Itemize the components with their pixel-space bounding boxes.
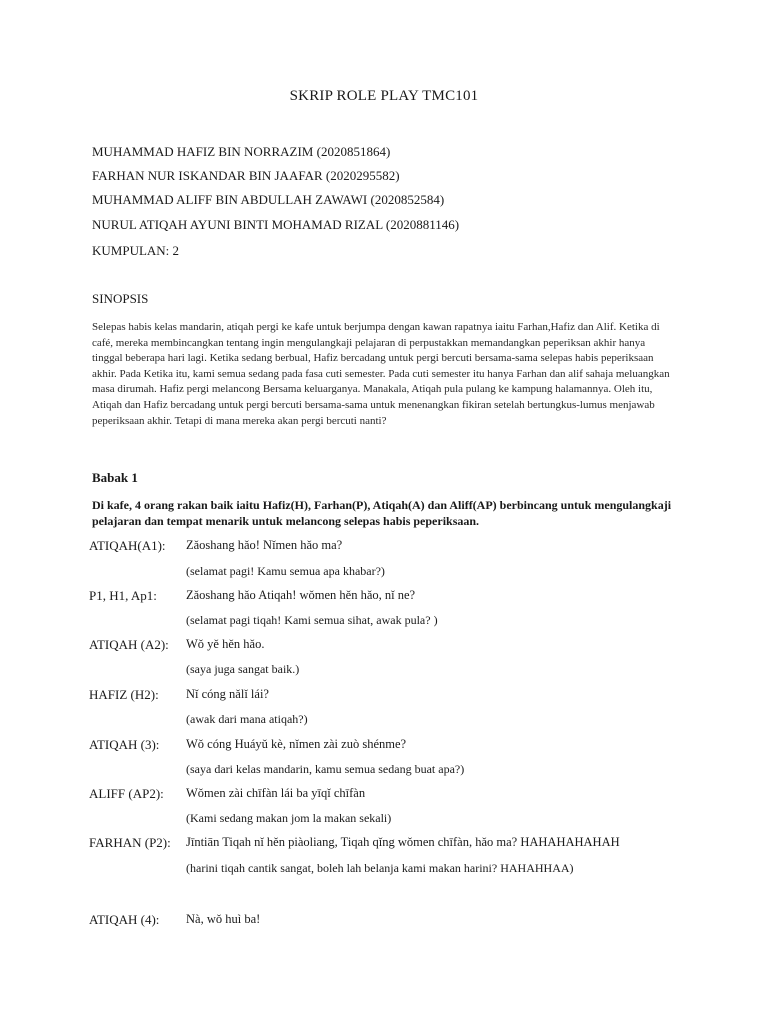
dialogue-speaker: ALIFF (AP2): bbox=[89, 786, 164, 801]
dialogue-line: Nǐ cóng nǎlǐ lái? bbox=[186, 687, 269, 701]
dialogue-translation: (selamat pagi tiqah! Kami semua sihat, awak pula? ) bbox=[186, 613, 438, 627]
dialogue-translation: (selamat pagi! Kamu semua apa khabar?) bbox=[186, 564, 385, 578]
scene-description: Di kafe, 4 orang rakan baik iaitu Hafiz(H), Farhan(P), Atiqah(A) dan Aliff(AP) berbincang untuk mengulangkaji pelajaran dan tempat menarik untuk melancong selepas habis peperiksaan. bbox=[92, 498, 672, 528]
dialogue-translation: (saya dari kelas mandarin, kamu semua sedang buat apa?) bbox=[186, 762, 465, 776]
dialogue-speaker: FARHAN (P2): bbox=[89, 835, 171, 850]
member-2: FARHAN NUR ISKANDAR BIN JAAFAR (2020295582) bbox=[92, 168, 400, 183]
synopsis-text: Selepas habis kelas mandarin, atiqah pergi ke kafe untuk berjumpa dengan kawan rapatnya iaitu Farhan,Hafiz dan Alif. Ketika di café, mereka membincangkan tentang ingin mengulangkaji pelajaran di perpustakkan memandangkan peperiksan akhir hanya tinggal beberapa hari lagi. Ketika sedang berbual, Hafiz bercadang untuk pergi bercuti bersama-sama selepas habis peperiksaan akhir. Pada Ketika itu, kami semua sedang pada fasa cuti semester. Pada cuti semester itu hanya Farhan dan alif sahaja meluangkan masa dirumah. Hafiz pergi melancong Bersama keluarganya. Manakala, Atiqah pula pulang ke kampung halamannya. Oleh itu, Atiqah dan Hafiz bercadang untuk pergi bercuti bersama-sama untuk menenangkan fikiran setelah bertungkus-lumus menjawab peperiksaan akhir. Tetapi di mana mereka akan pergi bercuti nanti? bbox=[92, 321, 670, 427]
member-3: MUHAMMAD ALIFF BIN ABDULLAH ZAWAWI (2020852584) bbox=[92, 192, 445, 207]
dialogue-translation: (harini tiqah cantik sangat, boleh lah belanja kami makan harini? HAHAHHAA) bbox=[186, 861, 574, 875]
dialogue-translation: (awak dari mana atiqah?) bbox=[186, 712, 308, 726]
dialogue-speaker: ATIQAH (3): bbox=[89, 737, 160, 752]
dialogue-speaker: ATIQAH(A1): bbox=[89, 538, 166, 553]
dialogue-line: Nà, wǒ huì ba! bbox=[186, 912, 261, 926]
dialogue-line: Wǒ cóng Huáyǔ kè, nǐmen zài zuò shénme? bbox=[186, 737, 407, 751]
synopsis-heading: SINOPSIS bbox=[92, 291, 149, 306]
document-title: SKRIP ROLE PLAY TMC101 bbox=[289, 88, 479, 104]
dialogue-line: Wǒmen zài chīfàn lái ba yīqǐ chīfàn bbox=[186, 786, 366, 800]
member-4: NURUL ATIQAH AYUNI BINTI MOHAMAD RIZAL (2020881146) bbox=[92, 217, 460, 232]
dialogue-speaker: ATIQAH (A2): bbox=[89, 637, 169, 652]
group-label: KUMPULAN: 2 bbox=[92, 243, 180, 258]
dialogue-line: Wǒ yě hěn hǎo. bbox=[186, 637, 265, 651]
dialogue-speaker: HAFIZ (H2): bbox=[89, 687, 159, 702]
dialogue-line: Zǎoshang hǎo! Nǐmen hǎo ma? bbox=[186, 538, 343, 552]
dialogue-line: Zǎoshang hǎo Atiqah! wǒmen hěn hǎo, nǐ ne? bbox=[186, 588, 416, 602]
dialogue-line: Jīntiān Tiqah nǐ hěn piàoliang, Tiqah qǐng wǒmen chīfàn, hǎo ma? HAHAHAHAHAH bbox=[186, 835, 620, 849]
babak-heading: Babak 1 bbox=[92, 470, 138, 485]
dialogue-translation: (saya juga sangat baik.) bbox=[186, 662, 300, 676]
member-1: MUHAMMAD HAFIZ BIN NORRAZIM (2020851864) bbox=[92, 144, 391, 159]
dialogue-speaker: ATIQAH (4): bbox=[89, 912, 160, 927]
dialogue-speaker: P1, H1, Ap1: bbox=[89, 588, 157, 603]
dialogue-translation: (Kami sedang makan jom la makan sekali) bbox=[186, 811, 392, 825]
